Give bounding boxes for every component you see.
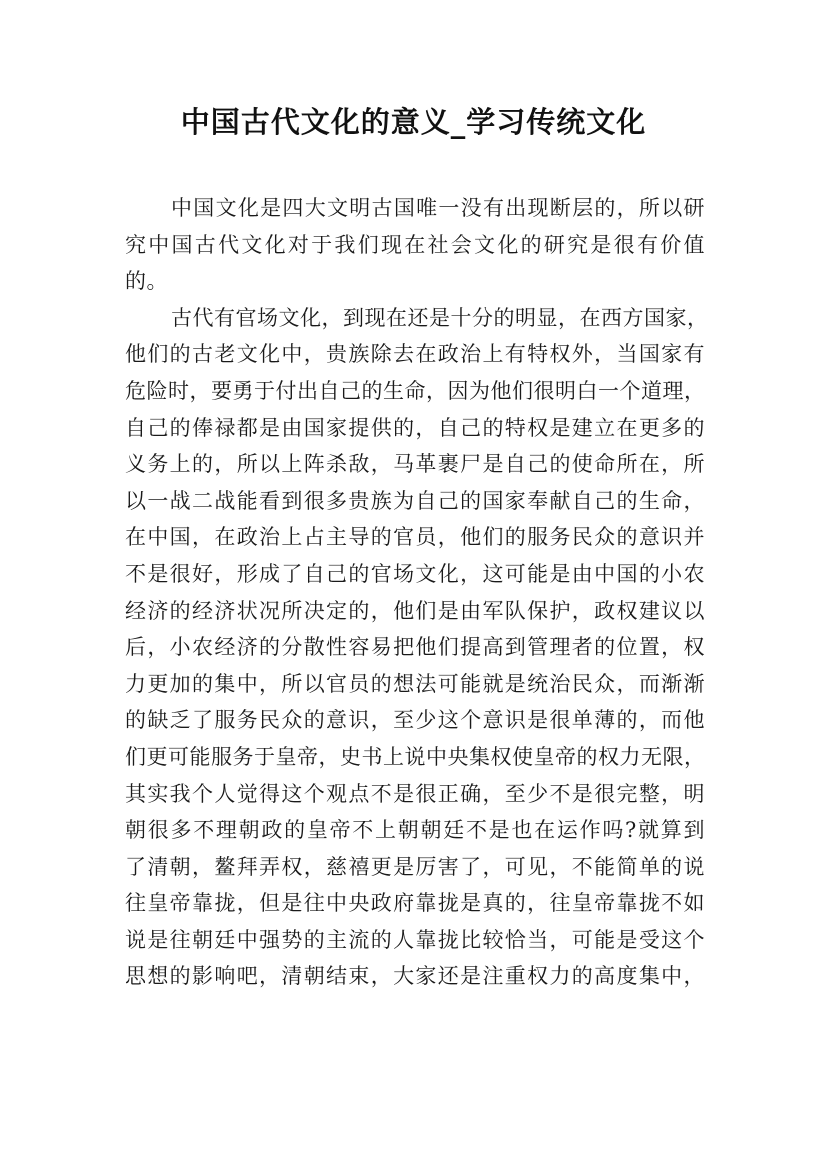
paragraph-2 [125,300,709,995]
document-title: 中国古代文化的意义_学习传统文化 [180,105,647,139]
paragraph-line: 的缺乏了服务民众的意识，至少这个意识是很单薄的，而他 [125,708,705,733]
paragraph-line: 义务上的，所以上阵杀敌，马革裹尸是自己的使命所在，所 [125,452,705,477]
paragraph-line: 其实我个人觉得这个观点不是很正确，至少不是很完整，明 [125,781,705,806]
paragraph-line: 说是往朝廷中强势的主流的人靠拢比较恰当，可能是受这个 [125,927,705,952]
paragraph-line: 们更可能服务于皇帝，史书上说中央集权使皇帝的权力无限， [125,744,706,769]
paragraph-line: 经济的经济状况所决定的，他们是由军队保护，政权建议以 [125,598,705,623]
paragraph-line: 朝很多不理朝政的皇帝不上朝朝廷不是也在运作吗?就算到 [125,818,705,843]
paragraph-line: 究中国古代文化对于我们现在社会文化的研究是很有价值 [125,232,705,257]
paragraph-line: 思想的影响吧，清朝结束，大家还是注重权力的高度集中， [125,964,705,989]
paragraph-line: 往皇帝靠拢，但是往中央政府靠拢是真的，往皇帝靠拢不如 [125,891,705,916]
paragraph-line: 力更加的集中，所以官员的想法可能就是统治民众，而渐渐 [125,671,705,696]
paragraph-line: 不是很好，形成了自己的官场文化，这可能是由中国的小农 [125,561,705,586]
paragraph-line: 他们的古老文化中，贵族除去在政治上有特权外，当国家有 [125,342,705,367]
paragraph-line: 古代有官场文化，到现在还是十分的明显，在西方国家， [171,305,709,330]
paragraph-1 [125,190,705,300]
paragraph-line: 的。 [125,269,168,294]
paragraph-line: 中国文化是四大文明古国唯一没有出现断层的，所以研 [171,196,705,220]
paragraph-line: 自己的俸禄都是由国家提供的，自己的特权是建立在更多的 [125,415,705,440]
paragraph-line: 在中国，在政治上占主导的官员，他们的服务民众的意识并 [125,525,705,550]
paragraph-line: 以一战二战能看到很多贵族为自己的国家奉献自己的生命， [125,488,705,513]
paragraph-line: 危险时，要勇于付出自己的生命，因为他们很明白一个道理， [125,378,706,403]
document-body [125,190,709,995]
paragraph-line: 后，小农经济的分散性容易把他们提高到管理者的位置，权 [125,635,705,660]
paragraph-line: 了清朝，鳌拜弄权，慈禧更是厉害了，可见，不能简单的说 [125,854,705,879]
